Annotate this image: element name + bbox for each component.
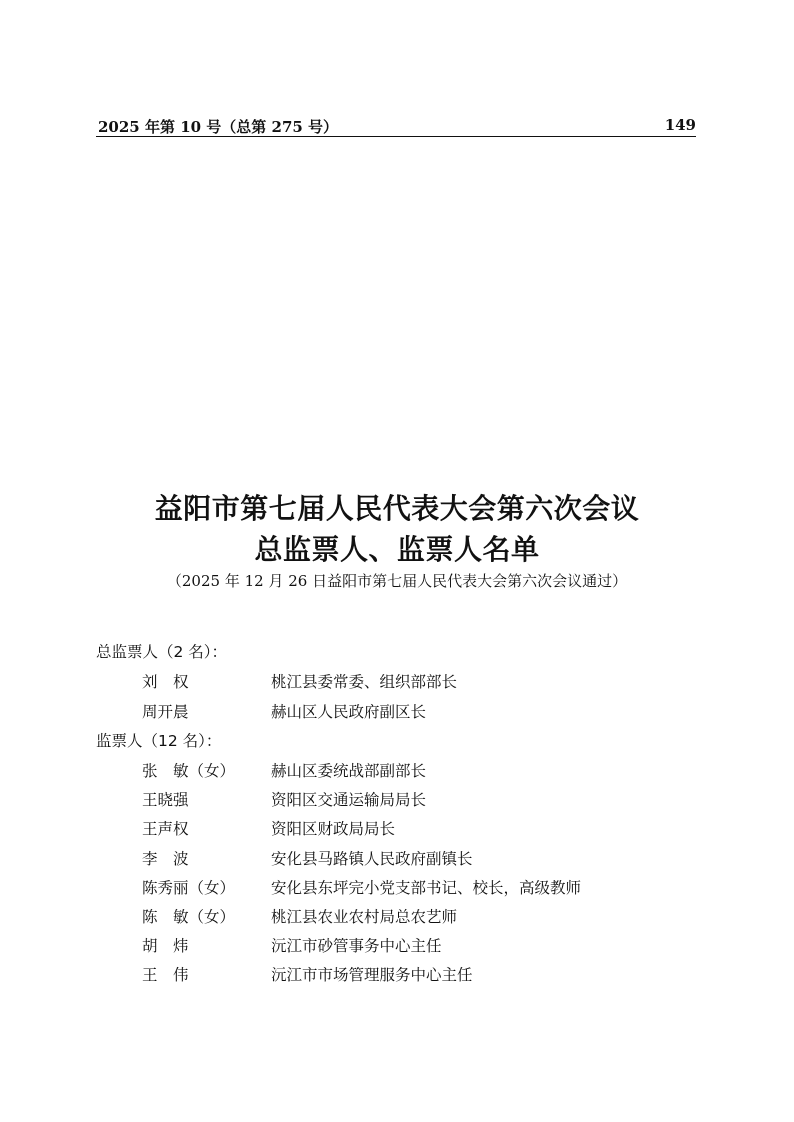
document-title-line-1: 益阳市第七届人民代表大会第六次会议 xyxy=(154,492,640,525)
scrutineer-row xyxy=(0,876,794,902)
member-position: 沅江市砂管事务中心主任 xyxy=(271,937,442,955)
member-name: 胡 炜 xyxy=(142,937,189,955)
member-name: 王 伟 xyxy=(142,966,189,984)
member-position: 沅江市市场管理服务中心主任 xyxy=(271,966,473,984)
scrutineer-row xyxy=(0,759,794,785)
member-position: 桃江县委常委、组织部部长 xyxy=(271,673,458,691)
member-name: 陈秀丽（女） xyxy=(142,879,236,897)
member-position: 资阳区交通运输局局长 xyxy=(271,791,427,809)
member-name: 周开晨 xyxy=(142,703,189,721)
chief-scrutineer-row xyxy=(0,670,794,696)
member-name: 李 波 xyxy=(142,850,189,868)
header-divider xyxy=(96,136,696,137)
member-position: 桃江县农业农村局总农艺师 xyxy=(271,908,458,926)
member-name: 王晓强 xyxy=(142,791,189,809)
member-name: 王声权 xyxy=(142,820,189,838)
scrutineers-label: 监票人（12 名）： xyxy=(96,732,222,750)
member-name: 陈 敏（女） xyxy=(142,908,236,926)
member-position: 资阳区财政局局长 xyxy=(271,820,396,838)
scrutineer-row xyxy=(0,847,794,873)
issue-number: 2025 年第 10 号（总第 275 号） xyxy=(98,118,339,136)
document-title-line-2: 总监票人、监票人名单 xyxy=(254,533,540,566)
chief-scrutineers-label: 总监票人（2 名）： xyxy=(96,643,228,661)
member-position: 安化县东坪完小党支部书记、校长，高级教师 xyxy=(271,879,582,897)
running-header xyxy=(96,114,696,136)
member-position: 赫山区人民政府副区长 xyxy=(271,703,427,721)
scrutineer-row xyxy=(0,934,794,960)
scrutineer-row xyxy=(0,963,794,989)
member-position: 安化县马路镇人民政府副镇长 xyxy=(271,850,473,868)
member-name: 刘 权 xyxy=(142,673,189,691)
page-number: 149 xyxy=(664,116,696,134)
scrutineer-row xyxy=(0,905,794,931)
scrutineer-row xyxy=(0,788,794,814)
member-name: 张 敏（女） xyxy=(142,762,236,780)
scrutineer-row xyxy=(0,817,794,843)
chief-scrutineer-row xyxy=(0,700,794,726)
document-subtitle: （2025 年 12 月 26 日益阳市第七届人民代表大会第六次会议通过） xyxy=(166,572,628,590)
member-position: 赫山区委统战部副部长 xyxy=(271,762,427,780)
